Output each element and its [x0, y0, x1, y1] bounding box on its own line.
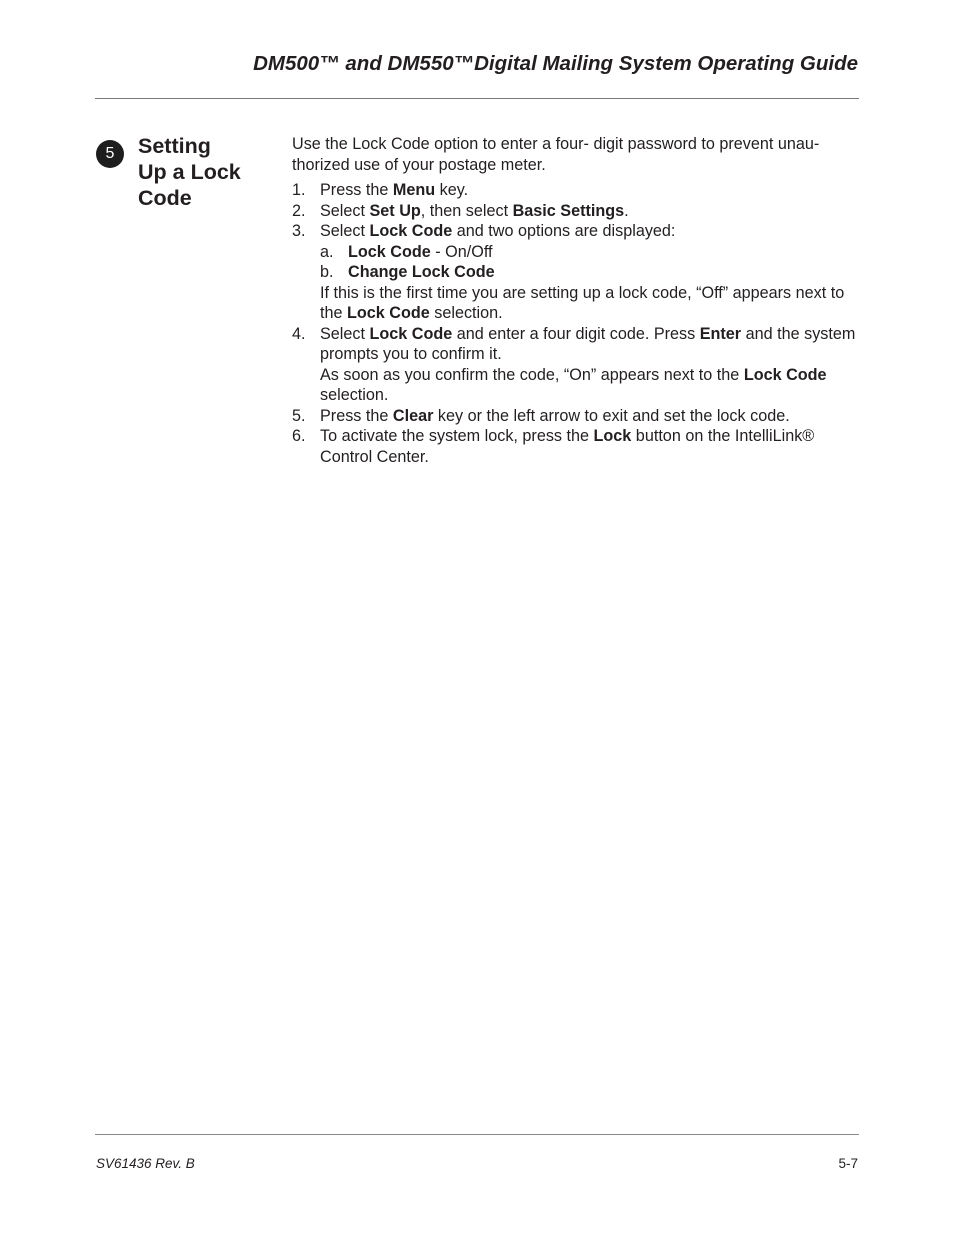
step-1: [292, 180, 860, 201]
step-3: [292, 221, 860, 242]
step-keyword: Set Up: [369, 201, 421, 220]
option-text: - On/Off: [430, 242, 493, 261]
step-keyword: Basic Settings: [512, 201, 625, 220]
intro-paragraph: Use the Lock Code option to enter a four- digit password to prevent unau-thorized use of your postage meter.: [292, 135, 820, 174]
section-number-badge: 5: [96, 140, 124, 168]
section-title-line: Setting: [138, 134, 211, 158]
footer-divider: [95, 1134, 859, 1135]
step-4-note: [292, 365, 860, 406]
note-keyword: Lock Code: [743, 365, 827, 384]
note-text: selection.: [320, 386, 389, 404]
step-text: .: [624, 201, 629, 220]
note-text: selection.: [429, 304, 503, 322]
step-number: 4.: [292, 324, 306, 343]
note-text: If this is the first time you are setting up a lock code, “Off” appears next to the: [320, 283, 845, 322]
step-3-note: [292, 283, 860, 324]
option-letter: b.: [320, 263, 334, 281]
step-text: Select: [320, 324, 370, 343]
step-text: Select: [320, 201, 370, 220]
step-text: and the system prompts you to confirm it.: [320, 324, 856, 363]
option-keyword: Lock Code: [348, 242, 431, 261]
option-keyword: Change Lock Code: [348, 263, 495, 281]
step-number: 3.: [292, 222, 306, 240]
step-text: Press the: [320, 406, 393, 425]
step-5: [292, 406, 860, 427]
option-letter: a.: [320, 242, 334, 261]
note-text: As soon as you confirm the code, “On” appears next to the: [320, 365, 744, 384]
step-text: key or the left arrow to exit and set the lock code.: [433, 406, 790, 425]
step-number: 2.: [292, 201, 306, 220]
step-keyword: Lock Code: [369, 324, 453, 343]
section-body: [292, 134, 860, 467]
step-text: Press the: [320, 181, 393, 199]
step-text: , then select: [420, 201, 513, 220]
step-number: 1.: [292, 181, 306, 199]
section-title: [138, 133, 278, 211]
step-keyword: Menu: [392, 181, 436, 199]
step-number: 5.: [292, 406, 306, 425]
footer-page-number: 5-7: [838, 1156, 858, 1171]
section-title-line: Up a Lock: [138, 160, 241, 184]
step-keyword: Lock: [593, 427, 632, 445]
header-divider: [95, 98, 859, 99]
step-3-option-a: [292, 242, 860, 263]
page-header-title: DM500™ and DM550™Digital Mailing System Operating Guide: [253, 52, 858, 75]
footer-doc-id: SV61436 Rev. B: [96, 1156, 195, 1171]
step-text: To activate the system lock, press the: [320, 427, 594, 445]
step-keyword: Lock Code: [369, 222, 453, 240]
step-3-option-b: [292, 262, 860, 283]
note-keyword: Lock Code: [347, 304, 430, 322]
step-keyword: Clear: [392, 406, 434, 425]
step-text: button on the IntelliLink® Control Center.: [320, 427, 815, 466]
step-2: [292, 201, 860, 222]
step-text: and two options are displayed:: [452, 222, 676, 240]
section-title-line: Code: [138, 186, 192, 210]
step-keyword: Enter: [699, 324, 742, 343]
step-6: [292, 426, 860, 467]
step-text: Select: [320, 222, 370, 240]
step-number: 6.: [292, 427, 306, 445]
step-text: and enter a four digit code. Press: [452, 324, 700, 343]
step-text: key.: [435, 181, 469, 199]
step-4: [292, 324, 860, 365]
